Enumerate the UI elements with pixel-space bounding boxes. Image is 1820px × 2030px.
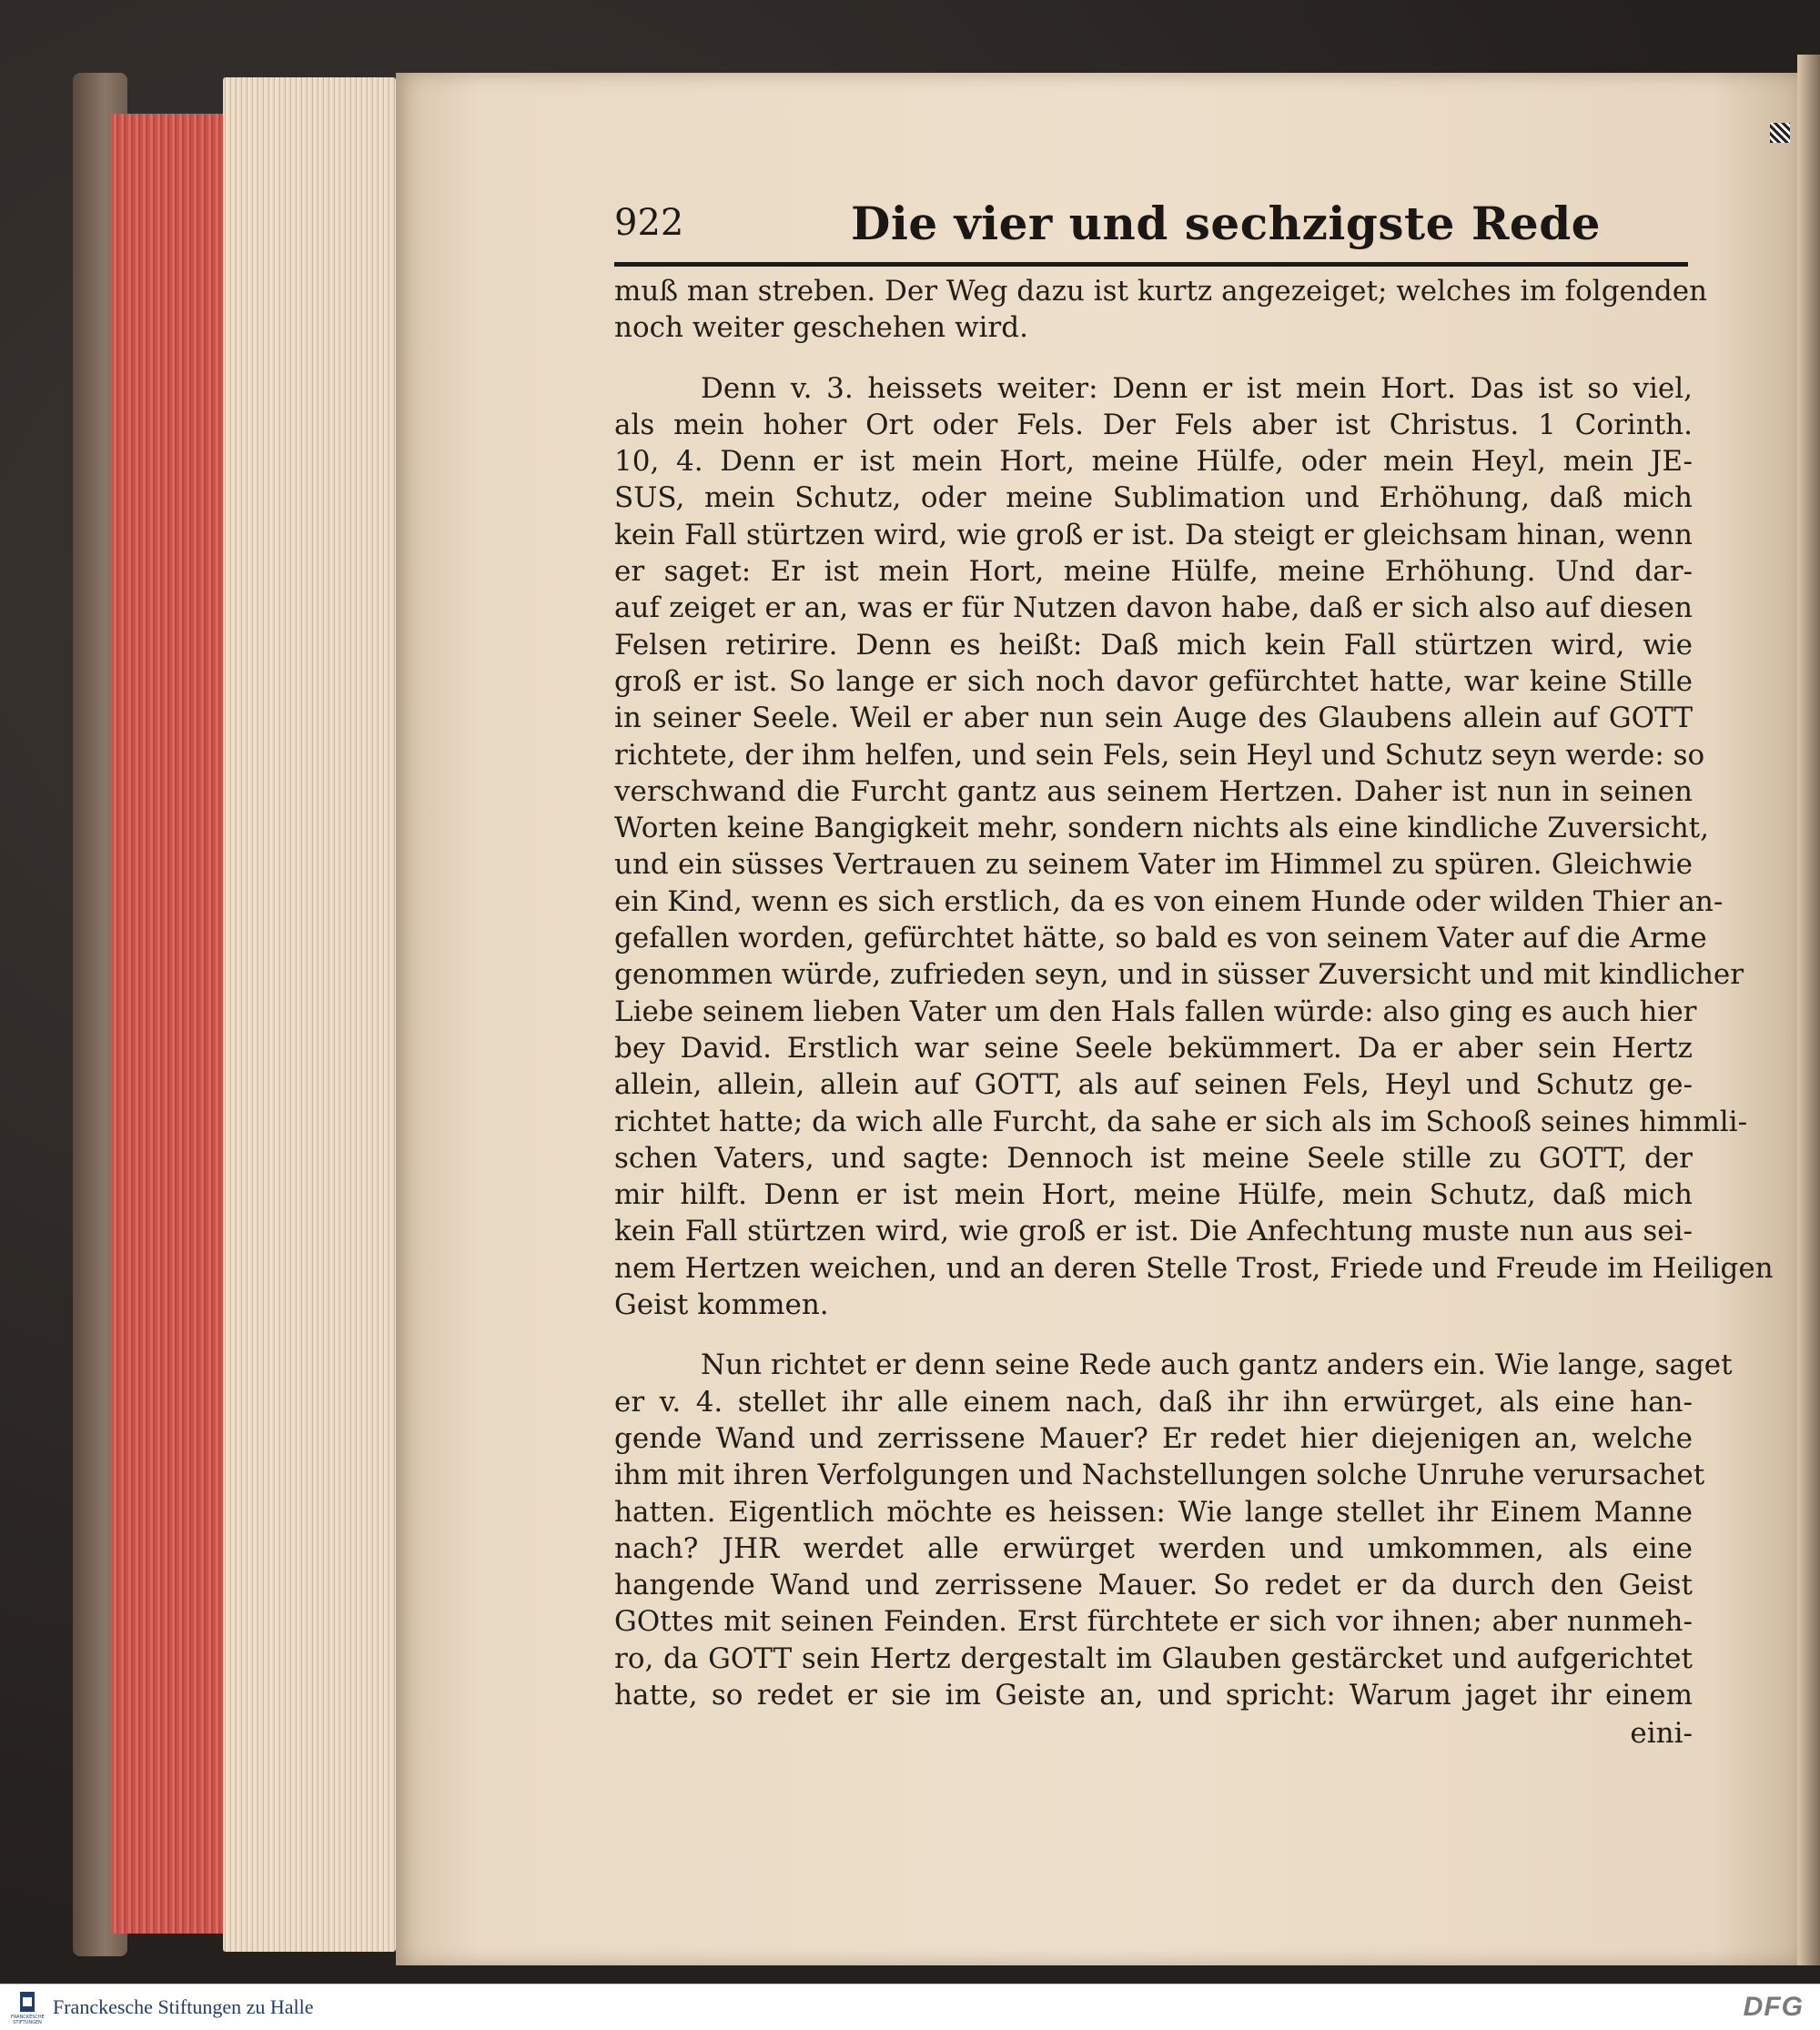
text-line: und ein süsses Vertrauen zu seinem Vater im Himmel zu spüren. Gleichwie	[614, 848, 1693, 882]
text-line: als mein hoher Ort oder Fels. Der Fels aber ist Christus. 1 Corinth.	[614, 408, 1693, 441]
text-line: genommen würde, zufrieden seyn, und in süsser Zuversicht und mit kindlicher	[614, 958, 1744, 992]
text-line: auf zeiget er an, was er für Nutzen davon habe, daß er sich also auf diesen	[614, 591, 1693, 625]
header-rule	[614, 262, 1688, 267]
text-line: gende Wand und zerrissene Mauer? Er redet hier diejenigen an, welche	[614, 1421, 1693, 1455]
text-line: 10, 4. Denn er ist mein Hort, meine Hülfe, oder mein Heyl, mein JE-	[614, 445, 1693, 479]
facing-page-edge	[1797, 55, 1820, 1965]
text-line: SUS, mein Schutz, oder meine Sublimation und Erhöhung, daß mich	[614, 481, 1693, 515]
text-line: kein Fall stürtzen wird, wie groß er ist. Da steigt er gleichsam hinan, wenn	[614, 518, 1693, 551]
text-line: Nun richtet er denn seine Rede auch gantz anders ein. Wie lange, saget	[701, 1348, 1733, 1382]
text-line: hangende Wand und zerrissene Mauer. So redet er da durch den Geist	[614, 1569, 1693, 1602]
text-line: GOttes mit seinen Feinden. Erst fürchtete er sich vor ihnen; aber nunmeh-	[614, 1605, 1693, 1639]
text-line: hatten. Eigentlich möchte es heissen: Wie lange stellet ihr Einem Manne	[614, 1495, 1693, 1529]
text-line: Felsen retirire. Denn es heißt: Daß mich kein Fall stürtzen wird, wie	[614, 628, 1693, 662]
body-text	[614, 273, 1774, 1752]
page-header	[614, 197, 1688, 266]
text-line: muß man streben. Der Weg dazu ist kurtz angezeiget; welches im folgenden	[614, 275, 1708, 308]
text-line: allein, allein, allein auf GOTT, als auf seinen Fels, Heyl und Schutz ge-	[614, 1068, 1693, 1102]
text-line: er saget: Er ist mein Hort, meine Hülfe, meine Erhöhung. Und dar-	[614, 555, 1693, 589]
viewer-footer	[0, 1984, 1820, 2030]
running-title: Die vier und sechzigste Rede	[851, 197, 1601, 250]
text-line: ihm mit ihren Verfolgungen und Nachstellungen solche Unruhe verursachet	[614, 1459, 1705, 1492]
dfg-logo: DFG	[1743, 1992, 1804, 2022]
text-line: mir hilft. Denn er ist mein Hort, meine Hülfe, mein Schutz, daß mich	[614, 1178, 1693, 1212]
text-line: ro, da GOTT sein Hertz dergestalt im Glauben gestärcket und aufgerichtet	[614, 1641, 1693, 1675]
text-line: Liebe seinem lieben Vater um den Hals fallen würde: also ging es auch hier	[614, 995, 1697, 1028]
text-line: nach? JHR werdet alle erwürget werden und umkommen, als eine	[614, 1531, 1693, 1565]
text-line: er v. 4. stellet ihr alle einem nach, daß ihr ihn erwürget, als eine han-	[614, 1385, 1693, 1419]
francke-logo-icon	[11, 1990, 44, 2025]
text-line: gefallen worden, gefürchtet hätte, so bald es von seinem Vater auf die Arme	[614, 922, 1707, 955]
institution-name: Franckesche Stiftungen zu Halle	[53, 1995, 314, 2018]
text-line: Denn v. 3. heissets weiter: Denn er ist mein Hort. Das ist so viel,	[701, 371, 1693, 405]
text-line: nem Hertzen weichen, und an deren Stelle Trost, Friede und Freude im Heiligen	[614, 1251, 1774, 1285]
text-line: groß er ist. So lange er sich noch davor gefürchtet hatte, war keine Stille	[614, 664, 1693, 698]
text-line: richtete, der ihm helfen, und sein Fels, sein Heyl und Schutz seyn werde: so	[614, 738, 1705, 772]
text-line: in seiner Seele. Weil er aber nun sein Auge des Glaubens allein auf GOTT	[614, 702, 1693, 735]
logo-caption: FRANCKESCHE STIFTUNGEN	[11, 2015, 45, 2025]
text-line: kein Fall stürtzen wird, wie groß er ist. Die Anfechtung muste nun aus sei-	[614, 1215, 1693, 1248]
catchword: eini-	[1630, 1717, 1693, 1751]
paragraph	[614, 370, 1774, 1324]
text-line: hatte, so redet er sie im Geiste an, und spricht: Warum jaget ihr einem	[614, 1678, 1693, 1712]
text-line: schen Vaters, und sagte: Dennoch ist meine Seele stille zu GOTT, der	[614, 1141, 1693, 1175]
paragraph	[614, 1347, 1733, 1713]
text-line: Worten keine Bangigkeit mehr, sondern nichts als eine kindliche Zuversicht,	[614, 812, 1709, 845]
text-line: richtet hatte; da wich alle Furcht, da sahe er sich als im Schooß seines himmli-	[614, 1105, 1748, 1138]
page-number: 922	[614, 202, 684, 244]
text-line: Geist kommen.	[614, 1288, 829, 1322]
color-target-icon	[1770, 123, 1790, 143]
page-stack	[223, 77, 396, 1952]
text-line: bey David. Erstlich war seine Seele bekümmert. Da er aber sein Hertz	[614, 1031, 1693, 1065]
text-line: noch weiter geschehen wird.	[614, 311, 1028, 345]
red-page-edges	[111, 114, 229, 1934]
text-line: verschwand die Furcht gantz aus seinem Hertzen. Daher ist nun in seinen	[614, 774, 1693, 808]
paragraph	[614, 273, 1708, 347]
text-line: ein Kind, wenn es sich erstlich, da es von einem Hunde oder wilden Thier an-	[614, 884, 1724, 918]
